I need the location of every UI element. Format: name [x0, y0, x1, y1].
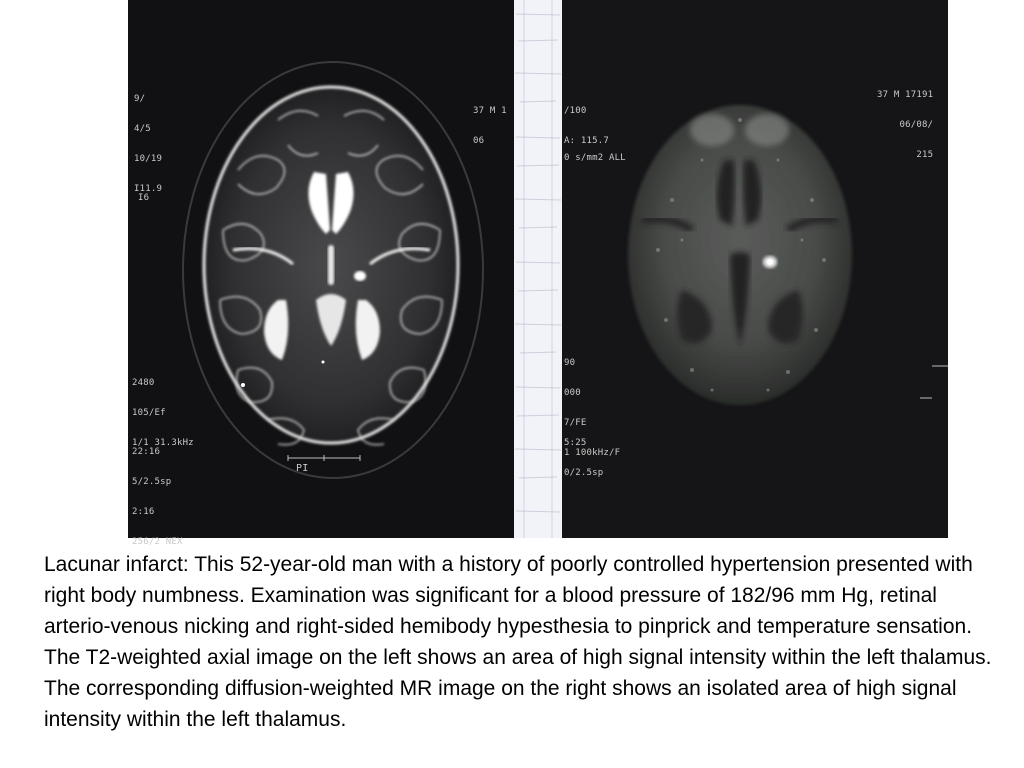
scan-parameters-bottom-left [564, 418, 603, 498]
film-strip-divider [514, 0, 562, 538]
overlay-line: 4/5 [134, 124, 151, 134]
overlay-line: I11.9 [134, 184, 163, 194]
overlay-line: A: 115.7 [564, 136, 609, 146]
figure-caption: Lacunar infarct: This 52-year-old man with a history of poorly controlled hypertension presented with right body numbness. Examination was significant for a blood pressure of 182/96 mm Hg, retinal arterio-venous nicking and right-sided hemibody hypesthesia to pinprick and temperature sensation. The T2-weighted axial image on the left shows an area of high signal intensity within the left thalamus. The corresponding diffusion-weighted MR image on the right shows an isolated area of high signal intensity within the left thalamus. [44, 553, 992, 731]
t2-weighted-axial-image [128, 0, 514, 547]
overlay-line: 06/08/ [899, 120, 934, 130]
overlay-line: 22:16 [132, 447, 161, 457]
overlay-line: /100 [564, 106, 587, 116]
film-texture-graphic [514, 0, 562, 538]
scan-parameters-bottom-left [132, 427, 183, 567]
patient-info-top-right [877, 70, 933, 180]
mri-figure [128, 0, 948, 547]
overlay-line: 06 [473, 136, 485, 146]
overlay-line: 2480 [132, 378, 155, 388]
overlay-line: 37 M 1 [473, 106, 507, 116]
overlay-line: 1 100kHz/F [564, 448, 621, 458]
overlay-line: 7/FE [564, 418, 587, 428]
overlay-line: 37 M 17191 [877, 90, 934, 100]
overlay-line: 256/2 NEX [132, 537, 183, 547]
overlay-line: 5/2.5sp [132, 477, 172, 487]
overlay-line: 105/Ef [132, 408, 166, 418]
diffusion-b-value: 0 s/mm2 ALL [564, 153, 626, 163]
overlay-line: 0/2.5sp [564, 468, 604, 478]
overlay-line: 90 [564, 358, 576, 368]
overlay-line: 1/1 31.3kHz [132, 438, 194, 448]
scan-parameter-mid-left: I6 [138, 193, 150, 203]
patient-info-top-right [473, 86, 507, 166]
overlay-line: 2:16 [132, 507, 155, 517]
overlay-line: 000 [564, 388, 581, 398]
overlay-line: 10/19 [134, 154, 163, 164]
overlay-line: 9/ [134, 94, 146, 104]
overlay-line: 215 [916, 150, 934, 160]
orientation-label: PI [296, 463, 309, 474]
overlay-line: 5:25 [564, 438, 587, 448]
diffusion-weighted-image [562, 0, 948, 538]
